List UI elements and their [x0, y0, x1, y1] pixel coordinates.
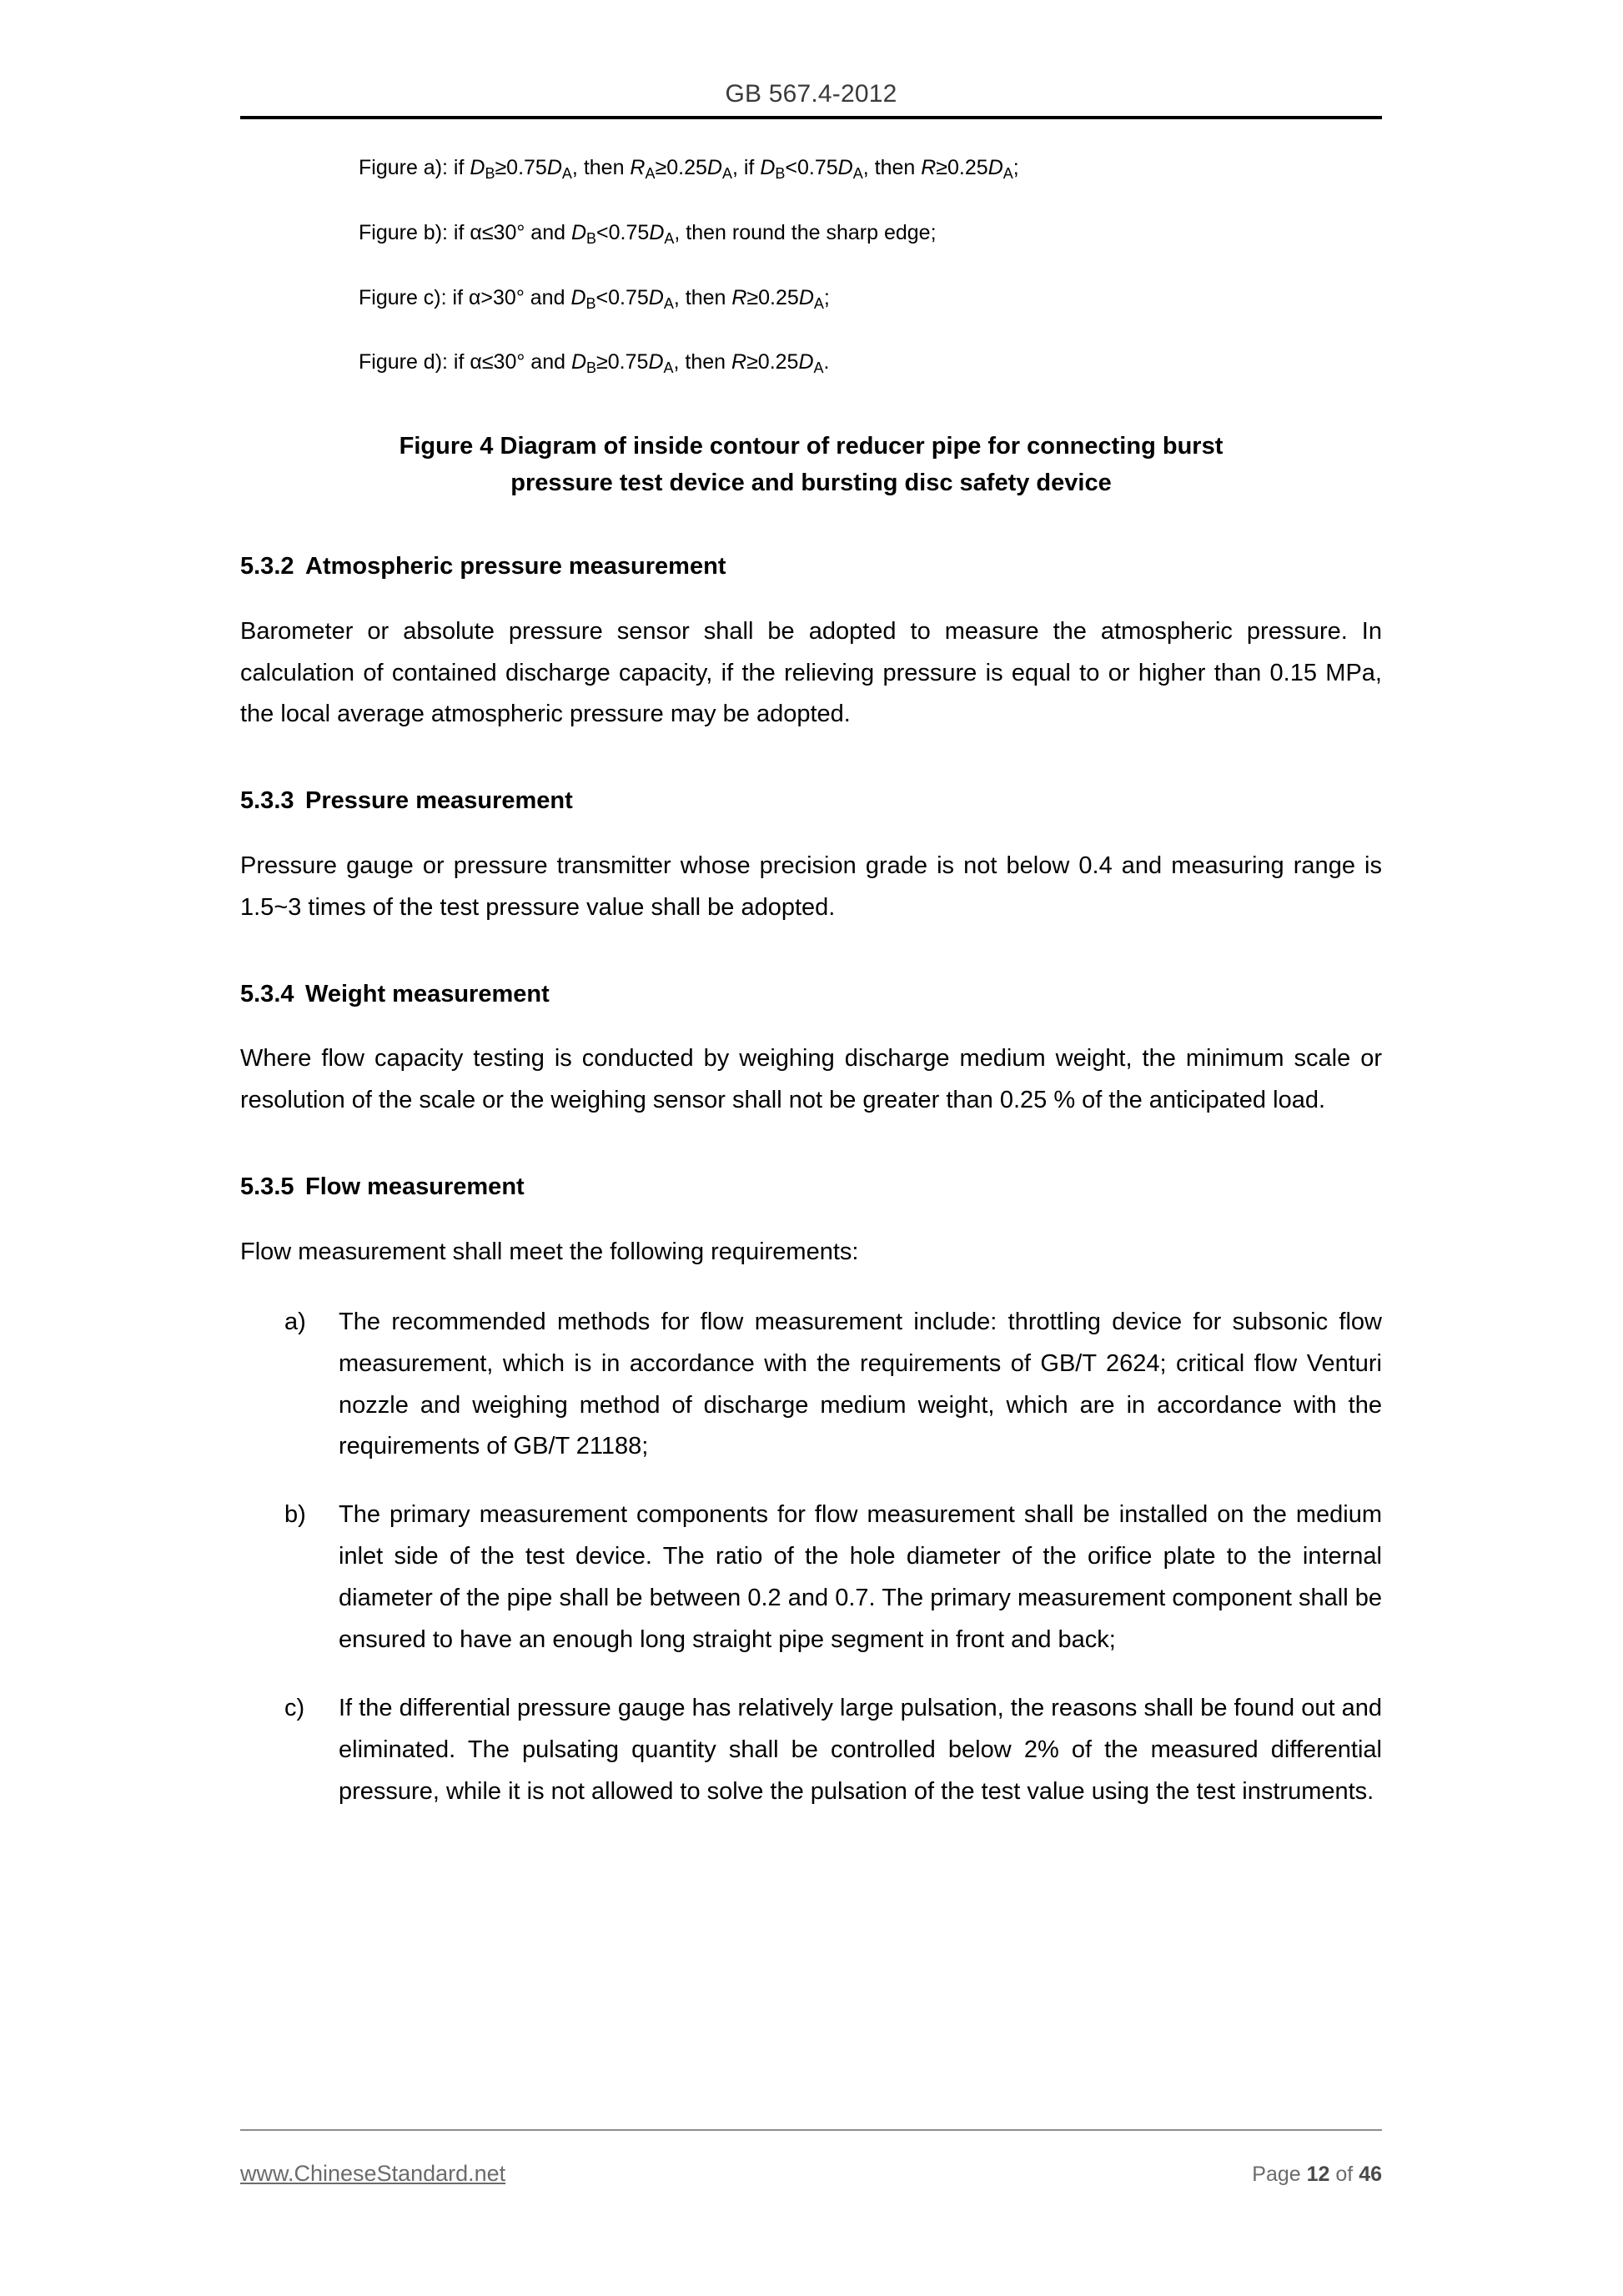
section-paragraph-5-3-4: Where flow capacity testing is conducted by weighing discharge medium weight, the minimum scale or resolution of the scale or the weighing sensor shall not be greater than 0.25 % of the anticipated load. — [240, 1045, 1382, 1114]
section-title: Weight measurement — [305, 980, 550, 1007]
list-marker: b) — [284, 1501, 306, 1529]
footer-divider — [240, 2129, 1382, 2131]
section-number: 5.3.4 — [240, 980, 294, 1007]
list-item — [240, 1302, 1382, 1469]
page-footer — [240, 2129, 1382, 2187]
figure-note-d: Figure d): if α≤30° and $D_B\ge 0.75D_A$, then $R\ge 0.25D_A$. — [359, 350, 830, 377]
figure-note-c: Figure c): if α>30° and $D_B<0.75D_A$, then $R\ge 0.25D_A$; — [359, 285, 830, 312]
standard-number-title: GB 567.4-2012 — [725, 80, 897, 108]
section-number: 5.3.3 — [240, 787, 294, 815]
section-title: Flow measurement — [305, 1173, 525, 1201]
section-title: Atmospheric pressure measurement — [305, 553, 726, 580]
section-number: 5.3.5 — [240, 1173, 294, 1201]
section-paragraph-5-3-5: Flow measurement shall meet the following requirements: — [240, 1238, 859, 1265]
header-divider — [240, 116, 1382, 119]
footer-row — [240, 2161, 1382, 2187]
list-item-text: The primary measurement components for flow measurement shall be installed on the medium inlet side of the test device. The ratio of the hole diameter of the orifice plate to the internal diameter of the pipe shall be between 0.2 and 0.7. The primary measurement component shall be ensured to have an enough long straight pipe segment in front and back; — [339, 1501, 1382, 1653]
section-heading-5-3-4 — [240, 979, 1382, 1011]
page-header — [240, 80, 1382, 119]
page-current-number: 12 — [1306, 2163, 1330, 2186]
figure-note-a: Figure a): if $D_B\ge 0.75D_A$, then $R_A\ge 0.25D_A$, if $D_B<0.75D_A$, then $R\ge 0.25D_A$; — [359, 156, 1019, 183]
section-paragraph-5-3-2: Barometer or absolute pressure sensor shall be adopted to measure the atmospheric pressure. In calculation of contained discharge capacity, if the relieving pressure is equal to or higher than 0.15 MPa, the local average atmospheric pressure may be adopted. — [240, 617, 1382, 728]
list-marker: a) — [284, 1308, 306, 1335]
list-item — [240, 1688, 1382, 1813]
footer-website-link[interactable]: www.ChineseStandard.net — [240, 2161, 506, 2186]
figure-caption-line-2: pressure test device and bursting disc safety device — [510, 469, 1112, 496]
figure-note-b: Figure b): if α≤30° and $D_B<0.75D_A$, then round the sharp edge; — [359, 220, 937, 247]
section-paragraph-5-3-3: Pressure gauge or pressure transmitter whose precision grade is not below 0.4 and measuring range is 1.5~3 times of the test pressure value shall be adopted. — [240, 852, 1382, 921]
page-content — [240, 154, 1382, 1812]
section-number: 5.3.2 — [240, 553, 294, 580]
section-heading-5-3-5 — [240, 1172, 1382, 1203]
page-label-middle: of — [1329, 2163, 1359, 2186]
section-heading-5-3-2 — [240, 551, 1382, 583]
page-total-number: 46 — [1359, 2163, 1382, 2186]
list-item-text: If the differential pressure gauge has relatively large pulsation, the reasons shall be found out and eliminated. The pulsating quantity shall be controlled below 2% of the measured differential pressure, while it is not allowed to solve the pulsation of the test value using the test instruments. — [339, 1694, 1382, 1805]
page-label-prefix: Page — [1252, 2163, 1307, 2186]
figure-caption-line-1: Figure 4 Diagram of inside contour of reducer pipe for connecting burst — [399, 433, 1224, 460]
list-item — [240, 1495, 1382, 1661]
requirements-list — [240, 1302, 1382, 1813]
section-heading-5-3-3 — [240, 786, 1382, 817]
list-item-text: The recommended methods for flow measurement include: throttling device for subsonic flow measurement, which is in accordance with the requirements of GB/T 2624; critical flow Venturi nozzle and weighing method of discharge medium weight, which are in accordance with the requirements of GB/T 21188; — [339, 1308, 1382, 1460]
list-marker: c) — [284, 1694, 305, 1721]
section-title: Pressure measurement — [305, 787, 573, 815]
page-number-indicator — [1252, 2163, 1382, 2187]
figure-caption — [240, 429, 1382, 501]
